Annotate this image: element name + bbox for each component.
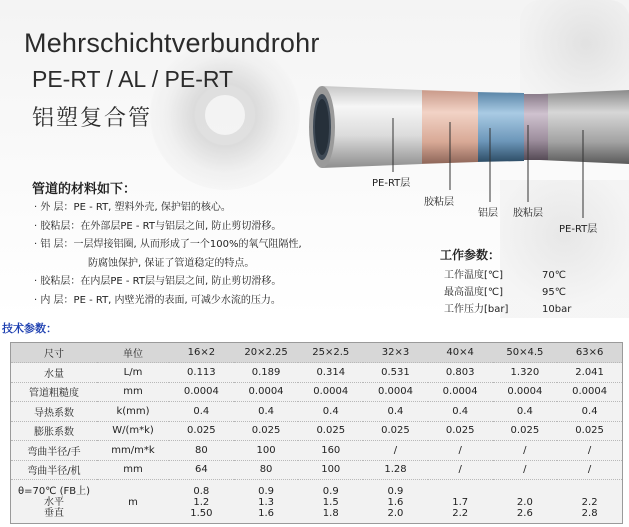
table-cell: 0.4 <box>428 402 493 422</box>
table-cell: 0.189 <box>234 363 299 383</box>
table-cell: 2.2 2.8 <box>557 480 622 526</box>
material-item: · 铝 层：一层焊接铝圈, 从而形成了一个100%的氧气阻隔性, 防腐蚀保护, 保证了管道稳定的特点。 <box>34 239 302 269</box>
table-header-row <box>11 343 622 363</box>
table-cell: 0.113 <box>169 363 234 383</box>
label-pe-rt-outer: PE-RT层 <box>559 224 598 235</box>
table-cell: 0.4 <box>298 402 363 422</box>
table-cell: 0.025 <box>428 421 493 441</box>
table-cell: 0.803 <box>428 363 493 383</box>
table-cell: 0.4 <box>234 402 299 422</box>
table-cell: 0.4 <box>363 402 428 422</box>
table-cell: / <box>428 441 493 461</box>
row-name: 导热系数 <box>11 402 97 422</box>
table-cell: 1.28 <box>363 460 428 480</box>
title-layer-structure: PE-RT / AL / PE-RT <box>32 66 234 92</box>
material-item: · 胶粘层：在内层PE - RT层与铝层之间, 防止剪切滑移。 <box>34 276 282 287</box>
title-chinese: 铝塑复合管 <box>32 106 153 131</box>
column-header: 40×4 <box>428 343 493 363</box>
table-cell: 0.0004 <box>363 382 428 402</box>
table-row <box>11 402 622 422</box>
label-adhesive-1: 胶粘层 <box>424 197 454 208</box>
table-row <box>11 382 622 402</box>
column-header: 尺寸 <box>11 343 97 363</box>
label-aluminum: 铝层 <box>478 208 498 219</box>
row-name: θ=70℃ (FB上) 水平 垂直 <box>11 480 97 526</box>
table-cell: 0.9 1.3 1.6 <box>234 480 299 526</box>
row-name: 弯曲半径/机 <box>11 460 97 480</box>
table-cell: 0.4 <box>557 402 622 422</box>
row-unit: mm <box>97 460 169 480</box>
table-cell: / <box>557 441 622 461</box>
row-name: 水量 <box>11 363 97 383</box>
column-header: 63×6 <box>557 343 622 363</box>
table-cell: 0.9 1.6 2.0 <box>363 480 428 526</box>
param-row: 工作压力[bar] 10bar <box>444 304 572 315</box>
table-cell: 0.0004 <box>428 382 493 402</box>
title-english: Mehrschichtverbundrohr <box>24 28 320 58</box>
row-unit: mm <box>97 382 169 402</box>
table-row <box>11 460 622 480</box>
table-cell: 2.041 <box>557 363 622 383</box>
table-row <box>11 363 622 383</box>
table-cell: / <box>493 460 558 480</box>
table-cell: 0.025 <box>493 421 558 441</box>
column-header: 32×3 <box>363 343 428 363</box>
row-unit: mm/m*k <box>97 441 169 461</box>
table-cell: 0.0004 <box>557 382 622 402</box>
row-name: 膨胀系数 <box>11 421 97 441</box>
table-cell: 0.025 <box>557 421 622 441</box>
table-cell: 100 <box>234 441 299 461</box>
row-name: 管道粗糙度 <box>11 382 97 402</box>
row-unit: W/(m*k) <box>97 421 169 441</box>
label-adhesive-2: 胶粘层 <box>513 208 543 219</box>
table-cell: 0.8 1.2 1.50 <box>169 480 234 526</box>
row-unit: m <box>97 480 169 526</box>
material-item: · 内 层：PE - RT, 内壁光滑的表面, 可减少水流的压力。 <box>34 294 281 306</box>
table-cell: 1.7 2.2 <box>428 480 493 526</box>
table-cell: 0.0004 <box>234 382 299 402</box>
table-cell: / <box>557 460 622 480</box>
table-cell: 100 <box>298 460 363 480</box>
table-cell: 2.0 2.6 <box>493 480 558 526</box>
table-cell: 80 <box>169 441 234 461</box>
table-cell: 64 <box>169 460 234 480</box>
table-row <box>11 480 622 526</box>
row-name: 弯曲半径/手 <box>11 441 97 461</box>
materials-list <box>34 199 302 310</box>
row-unit: L/m <box>97 363 169 383</box>
table-cell: 0.314 <box>298 363 363 383</box>
working-params-title: 工作参数： <box>440 248 501 262</box>
table-cell: 0.025 <box>234 421 299 441</box>
table-cell: / <box>363 441 428 461</box>
table-cell: 0.0004 <box>298 382 363 402</box>
label-pe-rt-inner: PE-RT层 <box>372 178 411 189</box>
column-header: 20×2.25 <box>234 343 299 363</box>
table-cell: 0.025 <box>169 421 234 441</box>
column-header: 50×4.5 <box>493 343 558 363</box>
table-cell: 0.9 1.5 1.8 <box>298 480 363 526</box>
table-cell: 160 <box>298 441 363 461</box>
table-cell: 0.0004 <box>493 382 558 402</box>
column-header: 16×2 <box>169 343 234 363</box>
tech-params-table <box>10 342 623 524</box>
table-cell: 0.4 <box>493 402 558 422</box>
table-cell: / <box>428 460 493 480</box>
tech-params-heading: 技术参数： <box>2 322 57 335</box>
table-cell: 0.4 <box>169 402 234 422</box>
table-cell: 80 <box>234 460 299 480</box>
param-row: 工作温度[℃] 70℃ <box>444 270 566 281</box>
table-cell: 0.0004 <box>169 382 234 402</box>
material-item: · 外 层：PE - RT, 塑料外壳, 保护铝的核心。 <box>34 202 231 213</box>
column-header: 25×2.5 <box>298 343 363 363</box>
column-header: 单位 <box>97 343 169 363</box>
table-row <box>11 441 622 461</box>
materials-title: 管道的材料如下： <box>32 182 137 197</box>
working-params <box>440 246 602 318</box>
table-cell: 0.025 <box>298 421 363 441</box>
param-row: 最高温度[℃] 95℃ <box>444 287 566 298</box>
table-cell: 0.531 <box>363 363 428 383</box>
table-cell: / <box>493 441 558 461</box>
row-unit: k(mm) <box>97 402 169 422</box>
table-row <box>11 421 622 441</box>
material-item: · 胶粘层：在外部层PE - RT与铝层之间, 防止剪切滑移。 <box>34 220 282 232</box>
table-cell: 0.025 <box>363 421 428 441</box>
table-cell: 1.320 <box>493 363 558 383</box>
